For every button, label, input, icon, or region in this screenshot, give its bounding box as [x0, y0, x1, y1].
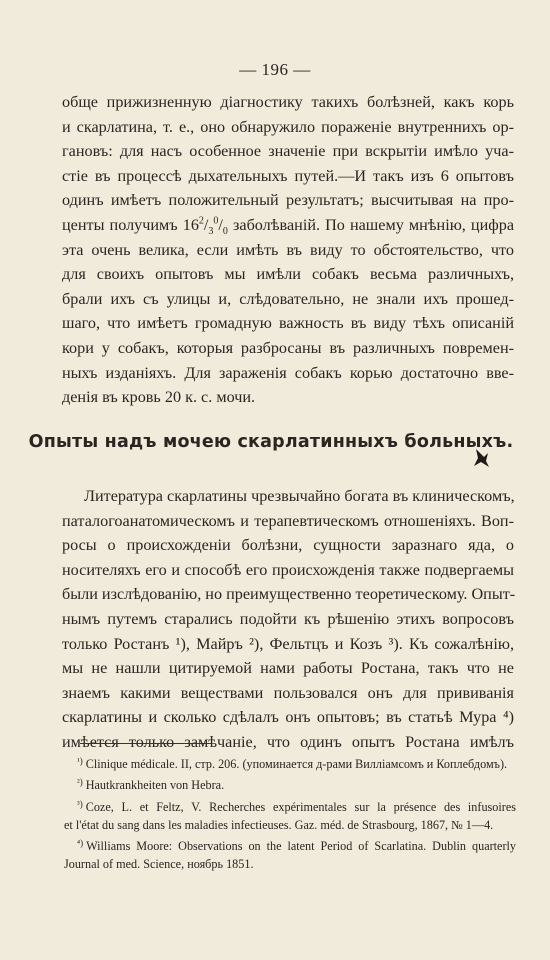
text-line: гановъ: для насъ особенное значеніе при вскрытіи имѣло уча- — [62, 142, 514, 161]
ink-blot-mark — [472, 447, 490, 469]
footnote-3-continued: et l'état du sang dans les maladies infectieuses. Gaz. méd. de Strasbourg, 1867, № 1—4. — [64, 817, 494, 832]
footnote-mark: ³) — [77, 798, 83, 809]
footnote-4-continued: Journal of med. Science, ноябрь 1851. — [64, 857, 254, 872]
footnote-2 — [64, 773, 516, 794]
page-number: — 196 — — [239, 60, 311, 79]
text-line: имѣется только замѣчаніе, что одинъ опытъ Ростана имѣлъ — [62, 732, 514, 751]
text-line: знаемъ какими веществами пользовался онъ для прививанія — [62, 683, 514, 702]
text-line: обще прижизненную діагностику такихъ болѣзней, какъ корь — [62, 93, 514, 111]
footnote-text: Clinique médicale. II, стр. 206. (упоминается д-рами Вилліамсомъ и Коплебдомъ). — [85, 757, 508, 771]
footnote-mark: ²) — [77, 777, 83, 788]
text-line: кори у собакъ, которыя разбросаны въ различныхъ повремен- — [62, 338, 514, 357]
footnote-text: Williams Moore: Observations on the latent Period of Scarlatina. Dublin quarterly — [86, 839, 516, 854]
text-line: ныхъ изданіяхъ. Для зараженія собакъ корью достаточно вве- — [62, 363, 514, 382]
fraction-numerator: 2 — [198, 215, 204, 227]
footnote-text: Coze, L. et Feltz, V. Recherches expérimentales sur la présence des infusoires — [85, 799, 516, 814]
text-line: денія въ кровь 20 к. с. мочи. — [62, 388, 256, 407]
text-line: и скарлатина, т. е., оно обнаружило пораженіе внутреннихъ ор- — [62, 117, 514, 136]
text-line: брали ихъ съ улицы и, слѣдовательно, не знали ихъ прошед- — [62, 289, 514, 308]
footnote-3 — [64, 795, 516, 816]
text-line: шаго, что имѣетъ громадную важность въ виду тѣхъ описаній — [62, 314, 514, 333]
text-line: паталогоанатомическомъ и терапевтическомъ отношеніяхъ. Воп- — [62, 511, 514, 530]
percent-superscript: 0 — [213, 215, 219, 227]
text-line: нымъ путемъ старались подойти къ рѣшенію этихъ вопросовъ — [62, 609, 514, 628]
text-line-percent: центы получимъ $16^2/_3^0/_0$ заболѣваній. По нашему мнѣнію, цифра — [62, 215, 514, 238]
text-line: были изслѣдованію, но преимущественно теоретическому. Опыт- — [62, 585, 516, 604]
percent-line-before: центы получимъ 16 — [62, 215, 199, 234]
section-heading-text: Опыты надъ мочею скарлатинныхъ больныхъ. — [28, 432, 514, 452]
text-line: мы не нашли цитируемой нами работы Ростана, такъ что не — [62, 659, 514, 678]
footnote-text: Hautkrankheiten von Hebra. — [85, 778, 225, 793]
text-line: для своихъ опытовъ мы имѣли собакъ весьма различныхъ, — [62, 265, 514, 284]
footnote-rule — [80, 743, 212, 744]
text-line: росы о происхожденіи болѣзни, сущности заразнаго яда, о — [62, 536, 514, 555]
percent-line-rest: заболѣваній. По нашему мнѣнію, цифра — [227, 215, 514, 234]
paragraph-scarlatina-literature — [62, 484, 514, 755]
paragraph-measles-results — [62, 90, 514, 410]
fraction-denominator: 3 — [208, 226, 214, 238]
footnote-mark: ¹) — [77, 756, 83, 766]
text-line: эта очень велика, если имѣть въ виду то обстоятельство, что — [62, 240, 514, 259]
text-line: Литература скарлатины чрезвычайно богата въ клиническомъ, — [84, 487, 515, 505]
text-line: скарлатины и сколько сдѣлалъ онъ опытовъ; въ статьѣ Мура ⁴) — [62, 708, 514, 727]
footnote-4 — [64, 834, 516, 855]
section-heading — [0, 432, 550, 452]
text-line: одинъ имѣетъ положительный результатъ; высчитывая на про- — [62, 191, 514, 210]
footnote-mark: ⁴) — [77, 838, 84, 849]
text-line: носителяхъ его и способѣ его происхожденія также подвергаемы — [62, 560, 514, 579]
footnotes — [64, 752, 516, 874]
text-line: только Ростанъ ¹), Майръ ²), Фельтцъ и Козъ ³). Къ сожалѣнію, — [62, 634, 514, 653]
text-line: стіе въ процессѣ дыхательныхъ путей.—И такъ изъ 6 опытовъ — [62, 166, 514, 185]
footnote-1 — [64, 752, 516, 773]
